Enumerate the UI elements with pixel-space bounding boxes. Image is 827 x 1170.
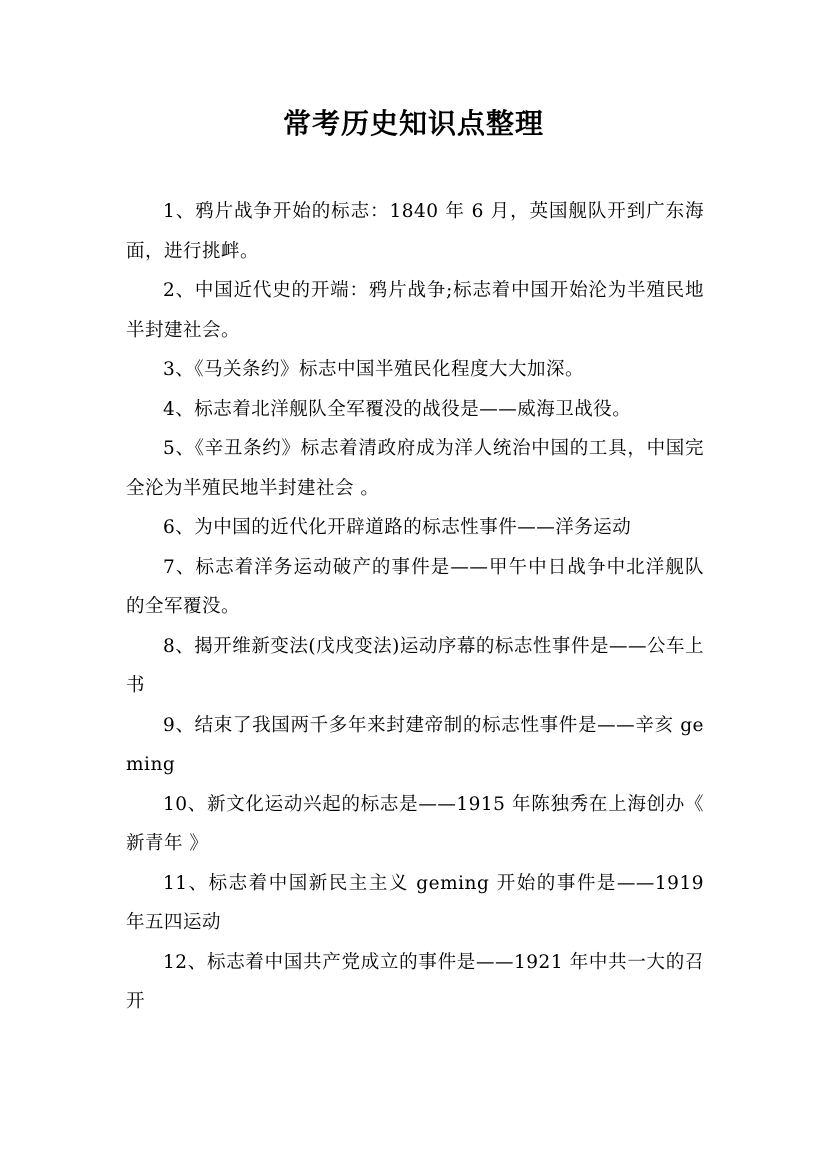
list-item: 10、新文化运动兴起的标志是——1915 年陈独秀在上海创办《 新青年 》 bbox=[126, 793, 704, 854]
list-item: 7、标志着洋务运动破产的事件是——甲午中日战争中北洋舰队的全军覆没。 bbox=[126, 556, 704, 617]
list-item: 11、标志着中国新民主主义 geming 开始的事件是——1919 年五四运动 bbox=[126, 872, 704, 933]
list-item: 9、结束了我国两千多年来封建帝制的标志性事件是——辛亥 geming bbox=[126, 714, 704, 775]
document-body bbox=[126, 192, 704, 1022]
list-item: 2、中国近代史的开端：鸦片战争;标志着中国开始沦为半殖民地半封建社会。 bbox=[126, 280, 704, 341]
list-item: 3、《马关条约》标志中国半殖民化程度大大加深。 bbox=[163, 359, 585, 380]
list-item: 12、标志着中国共产党成立的事件是——1921 年中共一大的召开 bbox=[126, 951, 704, 1012]
list-item: 4、标志着北洋舰队全军覆没的战役是——威海卫战役。 bbox=[163, 398, 632, 420]
list-item: 1、鸦片战争开始的标志：1840 年 6 月，英国舰队开到广东海面，进行挑衅。 bbox=[126, 201, 704, 262]
list-item: 5、《辛丑条约》标志着清政府成为洋人统治中国的工具，中国完全沦为半殖民地半封建社会 。 bbox=[126, 438, 704, 499]
list-item: 6、为中国的近代化开辟道路的标志性事件——洋务运动 bbox=[163, 517, 632, 538]
document-title: 常考历史知识点整理 bbox=[282, 107, 544, 140]
list-item: 8、揭开维新变法(戊戌变法)运动序幕的标志性事件是——公车上书 bbox=[126, 635, 704, 696]
